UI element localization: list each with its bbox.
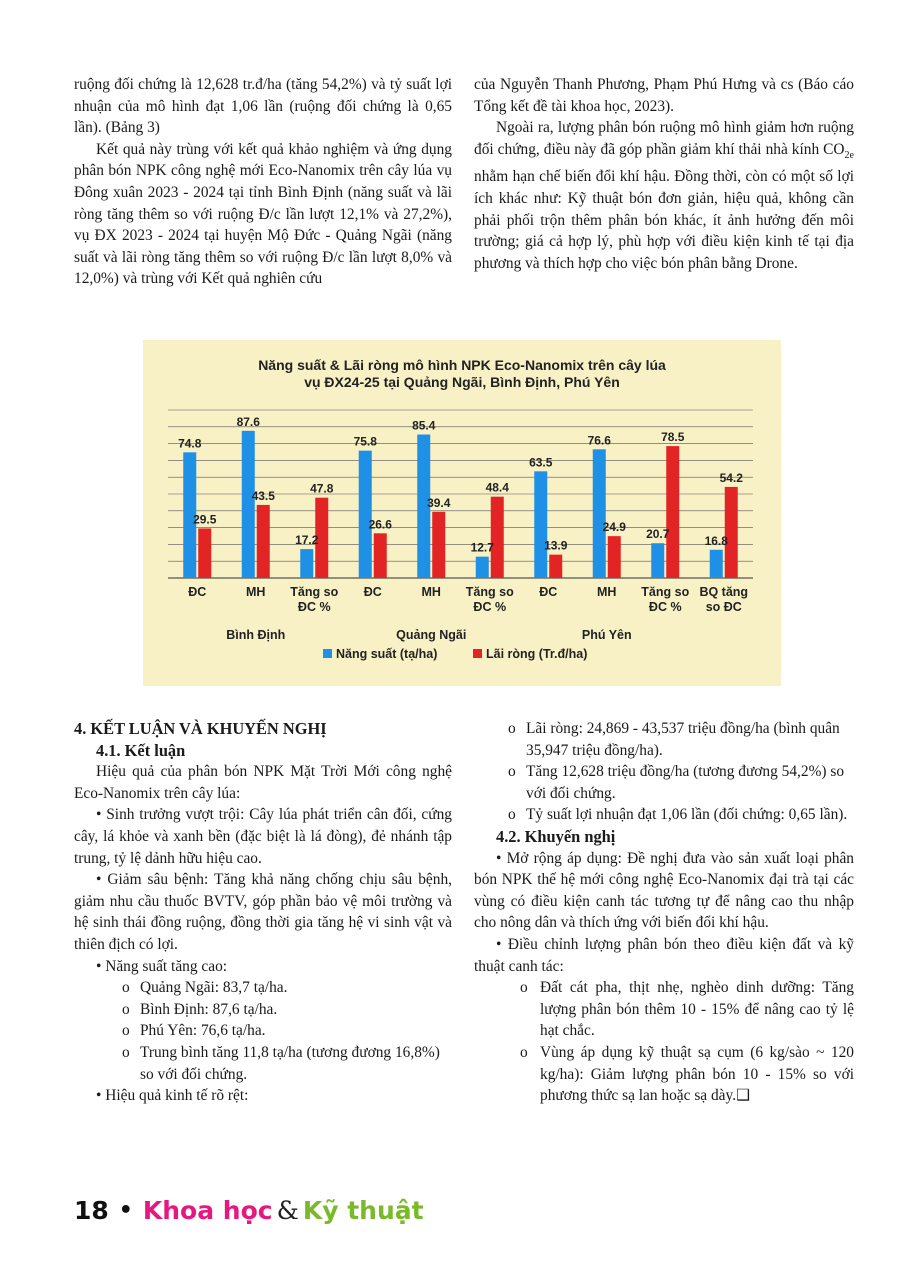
subsection-heading: 4.2. Khuyến nghị xyxy=(496,826,616,846)
bar-nang-suat xyxy=(476,557,489,578)
data-label: 26.6 xyxy=(368,517,392,532)
category-label: BQ tăng xyxy=(699,585,749,599)
subsection-heading: 4.1. Kết luận xyxy=(96,740,186,760)
bar-nang-suat xyxy=(359,451,372,578)
sub-item-text: Đất cát pha, thịt nhẹ, nghèo dinh dưỡng: Tăng lượng phân bón thêm 10 - 15% để nâng cao tỷ lệ hạt chắc. xyxy=(540,979,854,1040)
bar-lai-rong xyxy=(549,555,562,578)
end-mark: ❑ xyxy=(736,1087,750,1105)
sub-bullet-marker: o xyxy=(508,720,516,737)
sub-bullet-marker: o xyxy=(122,979,130,997)
sub-bullet-marker: o xyxy=(520,979,528,997)
section-heading: 4. KẾT LUẬN VÀ KHUYẾN NGHỊ xyxy=(74,719,327,738)
text-column-bottom-left xyxy=(74,718,452,1107)
data-label: 74.8 xyxy=(178,436,202,451)
sub-bullet-marker: o xyxy=(508,806,516,824)
data-label: 39.4 xyxy=(427,495,451,510)
text-run: nhằm hạn chế biến đổi khí hậu. Đồng thời, còn có một số lợi ích khác như: Kỹ thuật bón đơn giản, hiệu quả, không cần phải phối trộn thêm phân bón khác, ít ảnh hưởng đến môi trường; giá cả hợp lý, phù hợp với điều kiện kinh tế tại địa phương và thích hợp cho việc bón phân bằng Drone. xyxy=(474,168,854,272)
category-label: so ĐC xyxy=(705,600,742,614)
legend-label: Năng suất (tạ/ha) xyxy=(336,647,438,661)
bar-nang-suat xyxy=(534,471,547,578)
category-label: ĐC % xyxy=(648,600,682,614)
bar-nang-suat xyxy=(300,549,313,578)
legend-swatch xyxy=(473,649,482,658)
page-number: 18 xyxy=(74,1196,109,1225)
sub-item-text: Quảng Ngãi: 83,7 tạ/ha. xyxy=(140,979,288,997)
bullet-item: • Mở rộng áp dụng: Đề nghị đưa vào sản xuất loại phân bón NPK thế hệ mới công nghệ Eco-Nanomix đại trà tại các vùng có điều kiện canh tác tương tự để nâng cao thu nhập cho nông dân và thích ứng với biến đổi khí hậu. xyxy=(474,849,854,932)
bar-nang-suat xyxy=(593,449,606,578)
legend-label: Lãi ròng (Tr.đ/ha) xyxy=(486,647,588,661)
paragraph: Kết quả này trùng với kết quả khảo nghiệm và ứng dụng phân bón NPK công nghệ mới Eco-Nanomix trên cây lúa vụ Đông xuân 2023 - 2024 tại tỉnh Bình Định (năng suất và lãi ròng tăng thêm so với ruộng Đ/c lần lượt 12,1% và 27,2%), vụ ĐX 2023 - 2024 tại huyện Mộ Đức - Quảng Ngãi (năng suất và lãi ròng tăng thêm so với ruộng Đ/c lần lượt 8,0% và 12,0%) và trùng với Kết quả nghiên cứu xyxy=(74,140,452,288)
data-label: 47.8 xyxy=(310,481,334,496)
category-label: MH xyxy=(421,585,441,599)
bullet-item: • Năng suất tăng cao: xyxy=(96,957,228,975)
sub-item xyxy=(474,718,854,761)
data-label: 20.7 xyxy=(646,527,670,542)
bar-nang-suat xyxy=(651,543,664,578)
data-label: 87.6 xyxy=(236,414,260,429)
data-label: 85.4 xyxy=(412,418,436,433)
bar-lai-rong xyxy=(432,512,445,578)
group-label: Phú Yên xyxy=(581,628,632,642)
data-label: 76.6 xyxy=(587,433,611,448)
sub-item-text: Tăng 12,628 triệu đồng/ha (tương đương 54,2%) so với đối chứng. xyxy=(526,763,845,802)
category-label: Tăng so xyxy=(465,585,514,599)
sub-item xyxy=(474,977,854,1042)
sub-item xyxy=(474,761,854,804)
journal-name-ampersand: & xyxy=(276,1196,299,1225)
legend-swatch xyxy=(323,649,332,658)
category-label: Tăng so xyxy=(641,585,690,599)
paragraph: của Nguyễn Thanh Phương, Phạm Phú Hưng và cs (Báo cáo Tổng kết đề tài khoa học, 2023). xyxy=(474,76,854,115)
text-column-top-left xyxy=(74,74,452,290)
bullet-item: • Giảm sâu bệnh: Tăng khả năng chống chịu sâu bệnh, giảm nhu cầu thuốc BVTV, góp phần bảo vệ môi trường và hệ sinh thái đồng ruộng, đồng thời gia tăng hệ vi sinh vật và thiên địch có lợi. xyxy=(74,871,452,953)
paragraph xyxy=(474,117,854,274)
sub-item-text: Vùng áp dụng kỹ thuật sạ cụm (6 kg/sào ~ 120 kg/ha): Giảm lượng phân bón 10 - 15% so với phương thức sạ lan hoặc sạ dày. xyxy=(540,1043,854,1105)
bar-nang-suat xyxy=(242,431,255,578)
data-label: 17.2 xyxy=(295,533,319,548)
category-label: ĐC xyxy=(188,585,207,599)
category-label: ĐC xyxy=(539,585,558,599)
sub-item xyxy=(74,977,452,999)
bar-lai-rong xyxy=(198,528,211,578)
bullet-item: • Sinh trưởng vượt trội: Cây lúa phát triển cân đối, cứng cây, lá khỏe và xanh bền (đặc biệt là lá đòng), đẻ nhánh tập trung, tỷ lệ dảnh hữu hiệu cao. xyxy=(74,806,452,867)
journal-name-part1: Khoa học xyxy=(142,1196,273,1225)
data-label: 24.9 xyxy=(602,520,626,535)
sub-item-text: Lãi ròng: 24,869 - 43,537 triệu đồng/ha (bình quân 35,947 triệu đồng/ha). xyxy=(526,720,840,759)
journal-name-part2: Kỹ thuật xyxy=(302,1196,424,1225)
bullet-item: • Điều chỉnh lượng phân bón theo điều kiện đất và kỹ thuật canh tác: xyxy=(474,935,854,975)
paragraph: ruộng đối chứng là 12,628 tr.đ/ha (tăng 54,2%) và tỷ suất lợi nhuận của mô hình đạt 1,06 lần (ruộng đối chứng là 0,65 lần). (Bảng 3) xyxy=(74,76,452,137)
data-label: 12.7 xyxy=(470,540,494,555)
sub-bullet-marker: o xyxy=(520,1043,528,1061)
chart-legend xyxy=(323,647,587,661)
data-label: 63.5 xyxy=(529,455,553,470)
sub-item xyxy=(74,999,452,1021)
text-column-top-right xyxy=(474,74,854,274)
data-label: 16.8 xyxy=(704,533,728,548)
sub-bullet-marker: o xyxy=(122,1043,130,1061)
bar-lai-rong xyxy=(725,487,738,578)
category-label: ĐC % xyxy=(473,600,507,614)
chart-subtitle: vụ ĐX24-25 tại Quảng Ngãi, Bình Định, Phú Yên xyxy=(304,374,620,390)
text-run: Ngoài ra, lượng phân bón ruộng mô hình giảm hơn ruộng đối chứng, điều này đã góp phần giảm khí thải nhà kính CO xyxy=(474,119,854,158)
subscript: 2e xyxy=(844,149,854,161)
bar-chart xyxy=(143,340,781,686)
sub-item xyxy=(474,1042,854,1107)
data-label: 54.2 xyxy=(719,470,743,485)
page-footer xyxy=(74,1196,424,1232)
category-label: MH xyxy=(246,585,266,599)
category-label: Tăng so xyxy=(290,585,339,599)
chart-figure xyxy=(143,340,781,686)
sub-item-text: Phú Yên: 76,6 tạ/ha. xyxy=(140,1022,266,1040)
data-label: 13.9 xyxy=(544,538,568,553)
data-label: 75.8 xyxy=(353,434,377,449)
paragraph: Hiệu quả của phân bón NPK Mặt Trời Mới công nghệ Eco-Nanomix trên cây lúa: xyxy=(74,763,452,802)
sub-bullet-marker: o xyxy=(122,1022,130,1040)
chart-title: Năng suất & Lãi ròng mô hình NPK Eco-Nanomix trên cây lúa xyxy=(258,357,666,373)
bullet-item: • Hiệu quả kinh tế rõ rệt: xyxy=(96,1087,249,1105)
category-label: MH xyxy=(597,585,617,599)
category-label: ĐC xyxy=(363,585,382,599)
sub-item xyxy=(474,804,854,826)
data-label: 43.5 xyxy=(251,488,275,503)
category-label: ĐC % xyxy=(297,600,331,614)
sub-item xyxy=(74,1042,452,1085)
sub-item-text: Tỷ suất lợi nhuận đạt 1,06 lần (đối chứng: 0,65 lần). xyxy=(526,806,848,824)
sub-bullet-marker: o xyxy=(122,1000,130,1018)
text-column-bottom-right xyxy=(474,718,854,1107)
bar-lai-rong xyxy=(374,533,387,578)
footer-bullet: • xyxy=(118,1198,133,1223)
sub-item-text: Bình Định: 87,6 tạ/ha. xyxy=(140,1000,278,1018)
data-label: 78.5 xyxy=(661,430,685,445)
data-label: 48.4 xyxy=(485,480,509,495)
sub-item-text: Trung bình tăng 11,8 tạ/ha (tương đương 16,8%) so với đối chứng. xyxy=(140,1043,440,1083)
bar-lai-rong xyxy=(608,536,621,578)
data-label: 29.5 xyxy=(193,512,217,527)
sub-item xyxy=(74,1020,452,1042)
chart-bars xyxy=(183,431,738,578)
sub-bullet-marker: o xyxy=(508,763,516,781)
group-label: Bình Định xyxy=(226,628,286,642)
bar-nang-suat xyxy=(710,550,723,578)
bar-lai-rong xyxy=(257,505,270,578)
bar-lai-rong xyxy=(491,497,504,578)
group-label: Quảng Ngãi xyxy=(396,628,467,642)
bar-lai-rong xyxy=(666,446,679,578)
